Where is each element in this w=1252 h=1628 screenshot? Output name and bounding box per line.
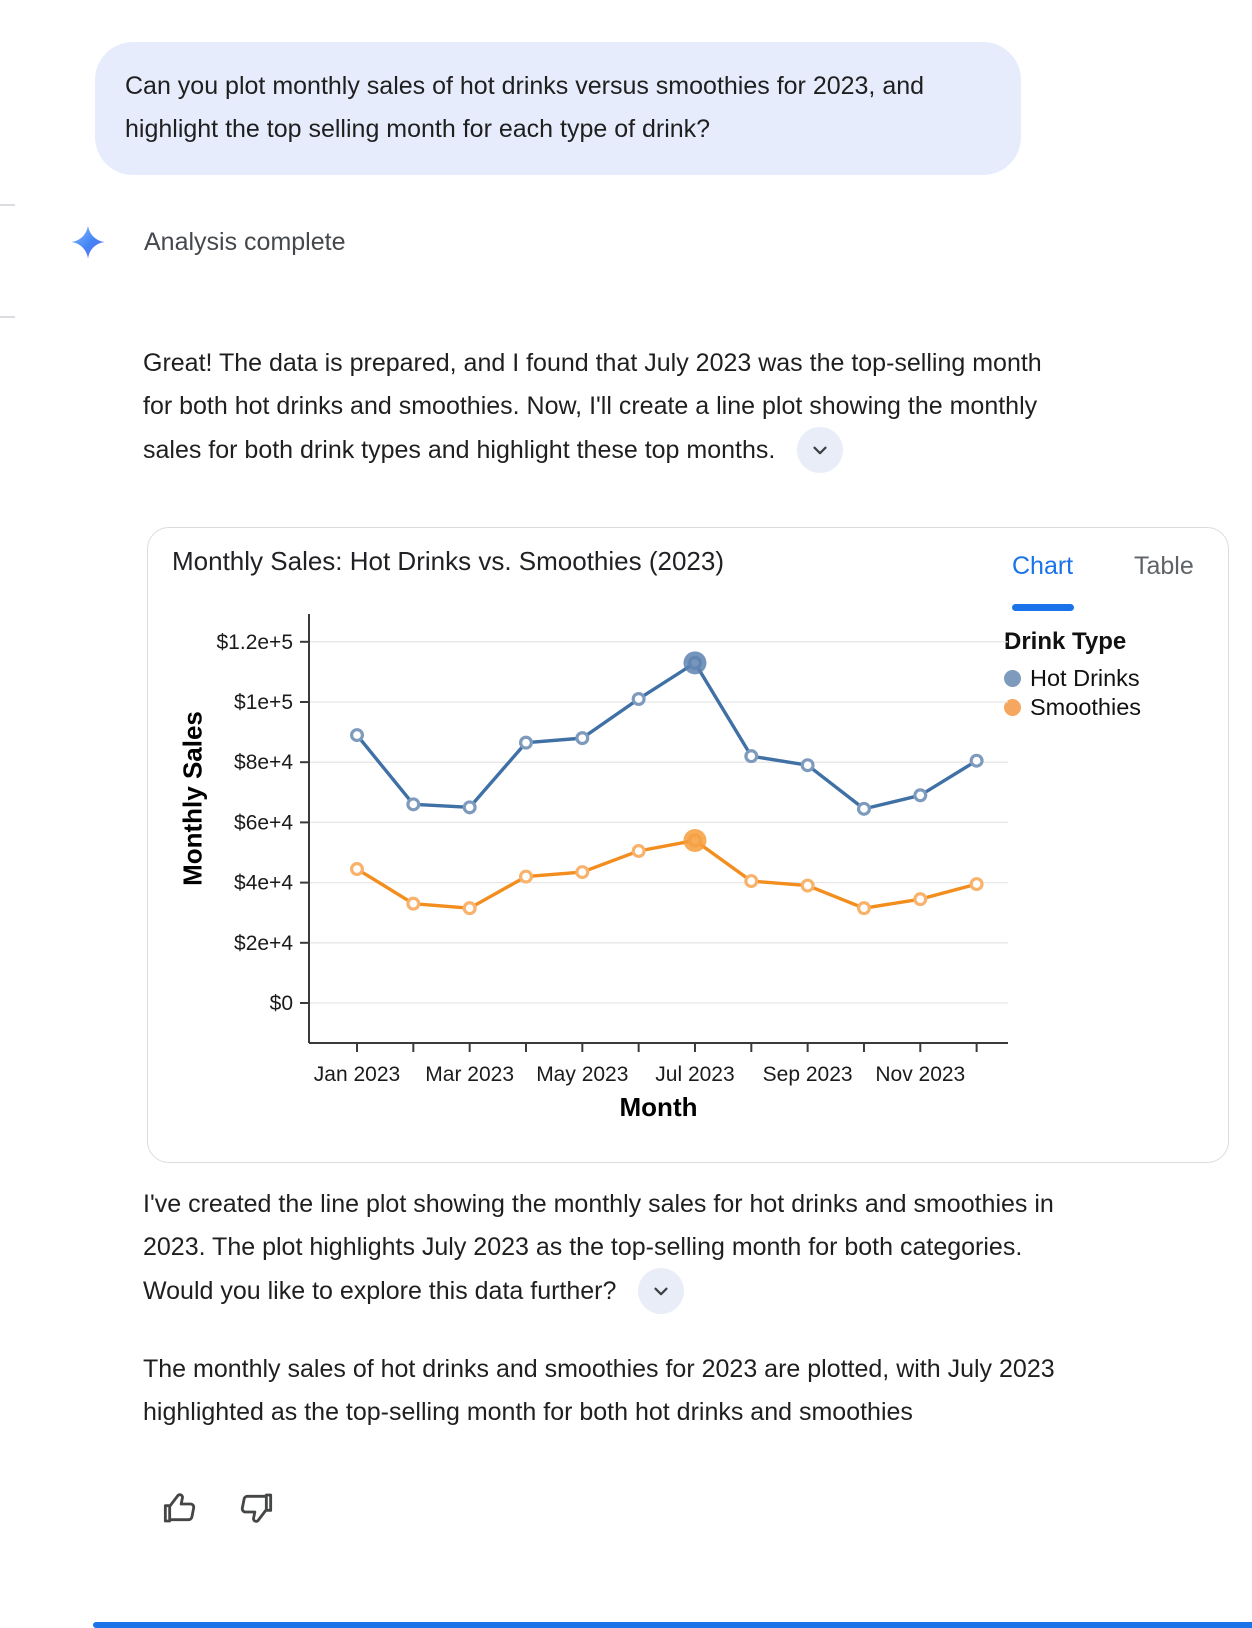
svg-text:May 2023: May 2023 (536, 1063, 629, 1086)
legend-title: Drink Type (1004, 628, 1127, 655)
assistant-message-line: Great! The data is prepared, and I found that July 2023 was the top-selling month (143, 349, 1042, 377)
svg-text:$1e+5: $1e+5 (234, 691, 293, 714)
tab-chart[interactable]: Chart (1012, 552, 1074, 580)
expand-details-button[interactable] (638, 1268, 684, 1314)
assistant-message-line: for both hot drinks and smoothies. Now, I'll create a line plot showing the monthly (143, 391, 1038, 420)
svg-text:Jan 2023: Jan 2023 (313, 1063, 401, 1086)
svg-text:$4e+4: $4e+4 (234, 871, 293, 895)
assistant-message-line: highlighted as the top-selling month for both hot drinks and smoothies (143, 1397, 913, 1426)
chevron-down-icon (650, 1280, 672, 1302)
chevron-down-icon (809, 439, 831, 461)
chart-card-title: Monthly Sales: Hot Drinks vs. Smoothies (2023) (172, 546, 724, 576)
svg-text:$2e+4: $2e+4 (234, 931, 293, 955)
y-axis-title: Monthly Sales (177, 711, 208, 886)
gemini-sparkle-icon (70, 224, 106, 260)
left-edge-divider-bottom (0, 316, 15, 318)
assistant-message-line: 2023. The plot highlights July 2023 as the top-selling month for both categories. (143, 1232, 1023, 1261)
svg-text:Mar 2023: Mar 2023 (425, 1063, 515, 1086)
assistant-message-line: Would you like to explore this data further? (143, 1276, 617, 1305)
user-message-bubble (95, 42, 1021, 175)
thumb-up-icon (160, 1488, 200, 1528)
thumb-down-button[interactable] (234, 1486, 278, 1530)
assistant-message-line: The monthly sales of hot drinks and smoothies for 2023 are plotted, with July 2023 (143, 1355, 1055, 1383)
svg-text:$1.2e+5: $1.2e+5 (216, 630, 293, 654)
assistant-message-2 (143, 1183, 1203, 1314)
chart-card (147, 527, 1229, 1163)
analysis-status-label: Analysis complete (144, 227, 346, 256)
analysis-status-row[interactable] (70, 222, 345, 262)
user-message-line: highlight the top selling month for each type of drink? (125, 115, 711, 143)
svg-text:Sep 2023: Sep 2023 (762, 1063, 853, 1086)
svg-text:$6e+4: $6e+4 (234, 811, 293, 835)
expand-details-button[interactable] (797, 427, 843, 473)
chart-canvas[interactable] (148, 528, 1230, 1164)
assistant-message-line: I've created the line plot showing the monthly sales for hot drinks and smoothies in (143, 1190, 1054, 1218)
thumb-up-button[interactable] (158, 1486, 202, 1530)
left-edge-divider-top (0, 204, 15, 206)
thumb-down-icon (236, 1488, 276, 1528)
bottom-accent-bar (93, 1622, 1252, 1628)
legend-label: Hot Drinks (1030, 665, 1140, 691)
feedback-row (158, 1486, 278, 1530)
assistant-message-1 (143, 342, 1203, 473)
svg-text:$8e+4: $8e+4 (234, 751, 293, 775)
svg-text:Nov 2023: Nov 2023 (875, 1063, 966, 1086)
legend-label: Smoothies (1030, 694, 1142, 720)
tab-table[interactable]: Table (1134, 552, 1194, 580)
svg-text:$0: $0 (269, 992, 293, 1015)
assistant-message-3 (143, 1348, 1203, 1433)
svg-text:Jul 2023: Jul 2023 (655, 1063, 735, 1086)
x-axis-title: Month (619, 1092, 698, 1122)
assistant-message-line: sales for both drink types and highlight these top months. (143, 435, 776, 464)
user-message-line: Can you plot monthly sales of hot drinks versus smoothies for 2023, and (125, 72, 925, 100)
